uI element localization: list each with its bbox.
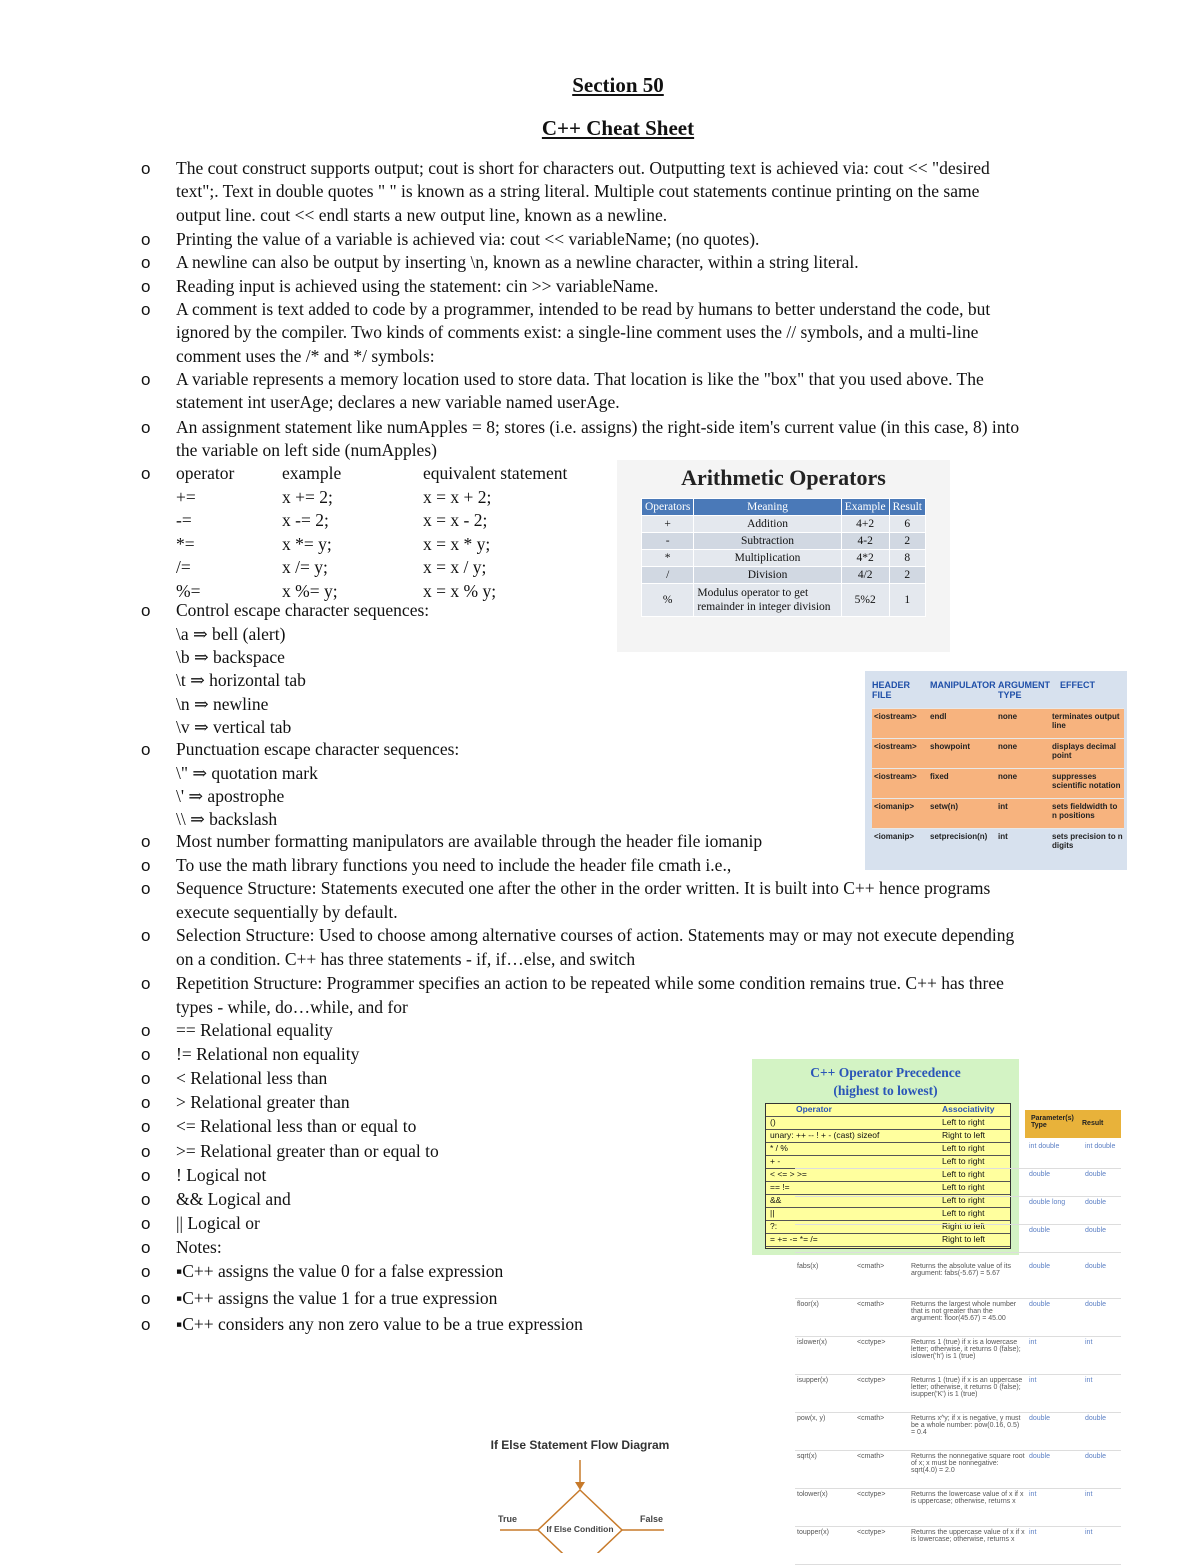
math-cell: double: [1085, 1415, 1107, 1422]
math-cell: double: [1085, 1301, 1107, 1308]
prec-associativity: Left to right: [942, 1182, 985, 1192]
math-header-cell: Result: [1082, 1120, 1104, 1127]
op-cell-operator: *=: [176, 533, 195, 554]
prec-associativity: Right to left: [942, 1130, 985, 1140]
math-cell: <cctype>: [857, 1377, 886, 1384]
bullet-marker: o: [141, 159, 151, 178]
bullet-marker: o: [141, 1315, 151, 1334]
op-header-example: example: [282, 463, 342, 483]
control-escape-heading: Control escape character sequences:: [176, 600, 430, 620]
prec-operator: (): [770, 1117, 776, 1127]
math-cell: double: [1029, 1227, 1051, 1234]
manip-cell: none: [998, 772, 1018, 781]
manip-cell: <iostream>: [874, 772, 917, 781]
punct-escape-line: \\ ⇒ backslash: [176, 809, 278, 829]
math-cell: int: [1029, 1491, 1037, 1498]
arith-cell: -: [642, 533, 694, 550]
control-escape-line: \v ⇒ vertical tab: [176, 716, 292, 737]
math-row: [795, 1488, 1121, 1527]
control-escape-line: \b ⇒ backspace: [176, 647, 285, 668]
math-cell: sqrt(x): [797, 1453, 817, 1460]
math-row: [795, 1140, 1121, 1169]
list-item-line: Notes:: [176, 1237, 222, 1257]
math-cell: floor(x): [797, 1301, 819, 1308]
list-item-line: ignored by the compiler. Two kinds of comments exist: a single-line comment uses the // symbols, and a multi-line: [176, 322, 979, 343]
manipulator-figure: [865, 671, 1127, 870]
math-row: [795, 1298, 1121, 1337]
bullet-marker: o: [141, 1262, 151, 1281]
manip-row: [872, 738, 1124, 769]
math-cell: int: [1085, 1339, 1093, 1346]
bullet-marker: o: [141, 1142, 151, 1161]
math-cell: double: [1085, 1227, 1107, 1234]
manip-cell: fixed: [930, 772, 949, 781]
math-cell: Returns the uppercase value of x if x is lowercase; otherwise, returns x: [911, 1529, 1025, 1543]
math-header-cell: Parameter(s) Type: [1031, 1115, 1074, 1129]
list-item-line: < Relational less than: [176, 1068, 328, 1088]
list-item-line: A comment is text added to code by a programmer, intended to be read by humans to better understand the code, but: [176, 299, 991, 319]
prec-operator: + -: [770, 1156, 781, 1166]
bullet-marker: o: [141, 1069, 151, 1088]
manip-cell: sets precision to n digits: [1052, 832, 1123, 850]
prec-associativity: Right to left: [942, 1221, 985, 1231]
arith-header: Operators: [642, 499, 694, 516]
math-cell: int: [1085, 1491, 1093, 1498]
manip-cell: terminates output line: [1052, 712, 1120, 730]
math-cell: double: [1029, 1171, 1051, 1178]
flow-condition-label: If Else Condition: [546, 1524, 614, 1534]
manip-cell: <iomanip>: [874, 832, 915, 841]
arith-cell: Subtraction: [694, 533, 841, 550]
math-cell: int: [1029, 1377, 1037, 1384]
math-cell: Returns 1 (true) if x is an uppercase letter; otherwise, it returns 0 (false); isupper('K') is 1 (true): [911, 1377, 1023, 1398]
bullet-marker: o: [141, 230, 151, 249]
control-escape-line: \n ⇒ newline: [176, 693, 269, 714]
math-cell: <cctype>: [857, 1339, 886, 1346]
manip-cell: <iostream>: [874, 712, 917, 721]
manip-cell: none: [998, 742, 1018, 751]
manip-header-cell: ARGUMENT TYPE: [998, 680, 1050, 700]
math-row: [795, 1224, 1121, 1253]
manip-header-cell: MANIPULATOR: [930, 680, 996, 690]
bullet-marker: o: [141, 1238, 151, 1257]
op-cell-equivalent: x = x + 2;: [423, 486, 492, 507]
prec-operator: < <= > >=: [770, 1169, 807, 1179]
list-item-line: Repetition Structure: Programmer specifies an action to be repeated while some condition remains true. C++ has three: [176, 973, 1004, 993]
math-functions-figure: [795, 1110, 1121, 1553]
arithmetic-operators-figure: [617, 460, 950, 652]
op-cell-operator: %=: [176, 580, 201, 601]
bullet-marker: o: [141, 740, 151, 759]
bullet-marker: o: [141, 1093, 151, 1112]
op-cell-equivalent: x = x % y;: [423, 580, 497, 601]
math-cell: int: [1029, 1529, 1037, 1536]
op-cell-example: x /= y;: [282, 557, 328, 577]
manip-cell: int: [998, 832, 1008, 841]
prec-associativity: Left to right: [942, 1169, 985, 1179]
prec-operator: unary: ++ -- ! + - (cast) sizeof: [770, 1130, 880, 1140]
bullet-marker: o: [141, 601, 151, 620]
bullet-marker: o: [141, 1214, 151, 1233]
math-cell: double: [1029, 1453, 1051, 1460]
manip-header-cell: EFFECT: [1060, 680, 1095, 690]
list-item-line: Most number formatting manipulators are available through the header file iomanip: [176, 831, 763, 851]
arith-cell: 4+2: [841, 516, 889, 533]
math-row: [795, 1374, 1121, 1413]
math-cell: isupper(x): [797, 1377, 829, 1384]
math-row: [795, 1260, 1121, 1299]
arith-cell: +: [642, 516, 694, 533]
control-escape-line: \t ⇒ horizontal tab: [176, 670, 306, 691]
manip-cell: displays decimal point: [1052, 742, 1117, 760]
list-item-line: Selection Structure: Used to choose among alternative courses of action. Statements may or may not execute depending: [176, 925, 1015, 945]
punct-escape-line: \' ⇒ apostrophe: [176, 786, 285, 806]
prec-associativity: Left to right: [942, 1195, 985, 1205]
bullet-marker: o: [141, 418, 151, 437]
manip-cell: sets fieldwidth to n positions: [1052, 802, 1118, 820]
list-item-line: statement int userAge; declares a new variable named userAge.: [176, 392, 620, 413]
arith-cell: Division: [694, 567, 841, 584]
control-escape-line: \a ⇒ bell (alert): [176, 624, 286, 644]
op-cell-operator: /=: [176, 557, 191, 577]
math-row: [795, 1196, 1121, 1225]
math-row: [795, 1168, 1121, 1197]
arith-row: [642, 584, 926, 617]
math-row: [795, 1336, 1121, 1375]
list-item-line: ▪C++ assigns the value 0 for a false expression: [176, 1261, 504, 1281]
manip-cell: int: [998, 802, 1008, 811]
bullet-marker: o: [141, 370, 151, 389]
list-item-line: A newline can also be output by inserting \n, known as a newline character, within a string literal.: [176, 252, 859, 272]
op-cell-operator: +=: [176, 486, 196, 507]
arith-cell: 5%2: [841, 584, 889, 617]
math-cell: pow(x, y): [797, 1415, 826, 1422]
manip-cell: suppresses scientific notation: [1052, 772, 1121, 790]
math-cell: Returns the largest whole number that is not greater than the argument: floor(45.67) = 45.00: [911, 1301, 1017, 1322]
flow-title: If Else Statement Flow Diagram: [490, 1438, 670, 1452]
math-cell: int: [1085, 1529, 1093, 1536]
math-cell: int double: [1085, 1143, 1116, 1150]
flow-shapes: [480, 1430, 680, 1553]
bullet-marker: o: [141, 1021, 151, 1040]
bullet-marker: o: [141, 1045, 151, 1064]
manip-body: [872, 708, 1124, 850]
prec-operator: &&: [770, 1195, 782, 1205]
prec-operator: = += -= *= /=: [770, 1234, 818, 1244]
math-cell: <cmath>: [857, 1415, 885, 1422]
flow-false-label: False: [640, 1514, 664, 1524]
precedence-subtitle: (highest to lowest): [833, 1083, 938, 1098]
list-item-line: <= Relational less than or equal to: [176, 1116, 417, 1136]
prec-operator: == !=: [770, 1182, 790, 1192]
arith-header: Result: [889, 499, 925, 516]
flow-true-label: True: [498, 1514, 518, 1524]
math-cell: Returns the nonnegative square root of x; x must be nonnegative: sqrt(4.0) = 2.0: [911, 1453, 1025, 1474]
manip-cell: showpoint: [930, 742, 970, 751]
list-item-line: types - while, do…while, and for: [176, 996, 408, 1017]
math-cell: islower(x): [797, 1339, 827, 1346]
math-cell: double: [1029, 1301, 1051, 1308]
math-cell: int: [1029, 1339, 1037, 1346]
flow-diagram: [480, 1430, 680, 1553]
op-cell-equivalent: x = x * y;: [423, 533, 491, 554]
arith-header: Example: [841, 499, 889, 516]
math-cell: <cmath>: [857, 1301, 885, 1308]
bullet-marker: o: [141, 464, 151, 483]
list-item-line: >= Relational greater than or equal to: [176, 1141, 439, 1161]
bullet-marker: o: [141, 974, 151, 993]
list-item-line: != Relational non equality: [176, 1044, 360, 1064]
punct-escape-heading: Punctuation escape character sequences:: [176, 739, 460, 759]
math-cell: double: [1085, 1171, 1107, 1178]
arith-cell: 4/2: [841, 567, 889, 584]
manip-cell: <iomanip>: [874, 802, 915, 811]
op-cell-operator: -=: [176, 510, 192, 530]
math-cell: <cmath>: [857, 1453, 885, 1460]
math-row: [795, 1526, 1121, 1565]
op-header-operator: operator: [176, 463, 235, 483]
arith-cell: 6: [889, 516, 925, 533]
arith-row: [642, 550, 926, 567]
math-cell: Returns x^y; if x is negative, y must be a whole number: pow(0.16, 0.5) = 0.4: [911, 1415, 1021, 1436]
arith-cell: %: [642, 584, 694, 617]
arith-cell: *: [642, 550, 694, 567]
arithmetic-title: Arithmetic Operators: [681, 465, 886, 490]
list-item-line: ! Logical not: [176, 1165, 267, 1185]
list-item-line: ▪C++ considers any non zero value to be a true expression: [176, 1314, 583, 1334]
list-item-line: on a condition. C++ has three statements - if, if…else, and switch: [176, 948, 636, 969]
math-cell: int: [1085, 1377, 1093, 1384]
list-item-line: To use the math library functions you need to include the header file cmath i.e.,: [176, 855, 732, 875]
op-cell-example: x -= 2;: [282, 510, 329, 530]
list-item-line: output line. cout << endl starts a new output line, known as a newline.: [176, 204, 668, 225]
arith-cell: Multiplication: [694, 550, 841, 567]
manip-row: [872, 708, 1124, 739]
arith-header: Meaning: [694, 499, 841, 516]
bullet-marker: o: [141, 926, 151, 945]
list-item-line: text";. Text in double quotes " " is known as a string literal. Multiple cout statements continue printing on the same: [176, 181, 980, 202]
manip-cell: setprecision(n): [930, 832, 988, 841]
section-heading: Section 50: [572, 73, 664, 97]
bullet-marker: o: [141, 1117, 151, 1136]
arith-cell: 4-2: [841, 533, 889, 550]
arith-cell: 2: [889, 533, 925, 550]
math-row: [795, 1450, 1121, 1489]
math-cell: double: [1085, 1453, 1107, 1460]
punct-escape-line: \" ⇒ quotation mark: [176, 763, 318, 783]
prec-associativity: Left to right: [942, 1143, 985, 1153]
bullet-marker: o: [141, 277, 151, 296]
prec-header-cell: Associativity: [942, 1104, 995, 1114]
prec-associativity: Right to left: [942, 1234, 985, 1244]
bullet-marker: o: [141, 832, 151, 851]
prec-associativity: Left to right: [942, 1117, 985, 1127]
manip-cell: endl: [930, 712, 947, 721]
arith-cell: Addition: [694, 516, 841, 533]
prec-operator: ||: [770, 1208, 775, 1218]
math-header: [1025, 1110, 1121, 1138]
op-cell-example: x *= y;: [282, 533, 332, 554]
arith-row: [642, 516, 926, 533]
list-item-line: Sequence Structure: Statements executed one after the other in the order written. It is built into C++ hence programs: [176, 878, 991, 898]
op-cell-equivalent: x = x / y;: [423, 557, 487, 577]
math-cell: tolower(x): [797, 1491, 828, 1498]
math-cell: toupper(x): [797, 1529, 829, 1536]
bullet-marker: o: [141, 1166, 151, 1185]
math-cell: double: [1029, 1415, 1051, 1422]
manip-row: [872, 768, 1124, 799]
flow-decision-diamond: [538, 1490, 622, 1553]
math-cell: <cmath>: [857, 1263, 885, 1270]
arith-row: [642, 533, 926, 550]
op-cell-example: x += 2;: [282, 486, 333, 507]
prec-header-cell: Operator: [796, 1104, 832, 1114]
math-cell: <cctype>: [857, 1491, 886, 1498]
list-item-line: A variable represents a memory location used to store data. That location is like the "box" that you used above. The: [176, 369, 984, 389]
arith-row: [642, 567, 926, 584]
list-item-line: ▪C++ assigns the value 1 for a true expression: [176, 1288, 498, 1308]
prec-operator: ?:: [770, 1221, 778, 1231]
list-item-line: == Relational equality: [176, 1020, 333, 1040]
math-row: [795, 1412, 1121, 1451]
math-cell: fabs(x): [797, 1263, 819, 1270]
math-cell: double long: [1029, 1199, 1066, 1206]
list-item-line: the variable on left side (numApples): [176, 440, 437, 461]
manip-cell: setw(n): [930, 802, 958, 811]
arith-cell: /: [642, 567, 694, 584]
math-cell: int double: [1029, 1143, 1060, 1150]
list-item-line: Reading input is achieved using the statement: cin >> variableName.: [176, 276, 659, 296]
arith-cell: 8: [889, 550, 925, 567]
op-cell-example: x %= y;: [282, 580, 338, 601]
math-cell: Returns 1 (true) if x is a lowercase letter; otherwise, it returns 0 (false); islower('h') is 1 (true): [911, 1339, 1021, 1360]
bullet-marker: o: [141, 253, 151, 272]
bullet-marker: o: [141, 856, 151, 875]
list-item-line: > Relational greater than: [176, 1092, 350, 1112]
list-item-line: comment uses the /* and */ symbols:: [176, 345, 435, 366]
list-item-line: || Logical or: [176, 1213, 260, 1233]
math-cell: <cctype>: [857, 1529, 886, 1536]
arith-cell: 4*2: [841, 550, 889, 567]
math-cell: Returns the lowercase value of x if x is uppercase; otherwise, returns x: [911, 1491, 1024, 1505]
list-item-line: Printing the value of a variable is achieved via: cout << variableName; (no quotes).: [176, 229, 760, 249]
math-cell: double: [1085, 1199, 1107, 1206]
flow-arrowhead: [575, 1482, 585, 1490]
prec-associativity: Left to right: [942, 1156, 985, 1166]
op-cell-equivalent: x = x - 2;: [423, 510, 488, 530]
list-item-line: execute sequentially by default.: [176, 901, 398, 922]
bullet-marker: o: [141, 879, 151, 898]
manip-row: [872, 798, 1124, 829]
arithmetic-table: [641, 498, 926, 617]
precedence-title: C++ Operator Precedence: [810, 1065, 961, 1080]
bullet-marker: o: [141, 1190, 151, 1209]
manip-row: [872, 828, 1124, 859]
prec-associativity: Left to right: [942, 1208, 985, 1218]
op-header-equivalent: equivalent statement: [423, 463, 568, 483]
page-title: C++ Cheat Sheet: [541, 116, 695, 140]
manip-cell: none: [998, 712, 1018, 721]
math-cell: double: [1085, 1263, 1107, 1270]
manip-header-cell: HEADER FILE: [872, 680, 911, 700]
math-cell: double: [1029, 1263, 1051, 1270]
prec-operator: * / %: [770, 1143, 788, 1153]
bullet-marker: o: [141, 300, 151, 319]
manip-cell: <iostream>: [874, 742, 917, 751]
list-item-line: && Logical and: [176, 1189, 291, 1209]
bullet-marker: o: [141, 1289, 151, 1308]
arith-cell: 2: [889, 567, 925, 584]
math-cell: Returns the absolute value of its argument: fabs(-5.67) = 5.67: [911, 1263, 1012, 1277]
list-item-line: An assignment statement like numApples = 8; stores (i.e. assigns) the right-side item's current value (in this case, 8) into: [176, 417, 1020, 437]
arith-cell: 1: [889, 584, 925, 617]
list-item-line: The cout construct supports output; cout is short for characters out. Outputting text is achieved via: cout << "desired: [176, 158, 990, 178]
arith-cell: Modulus operator to get remainder in integer division: [694, 584, 841, 617]
